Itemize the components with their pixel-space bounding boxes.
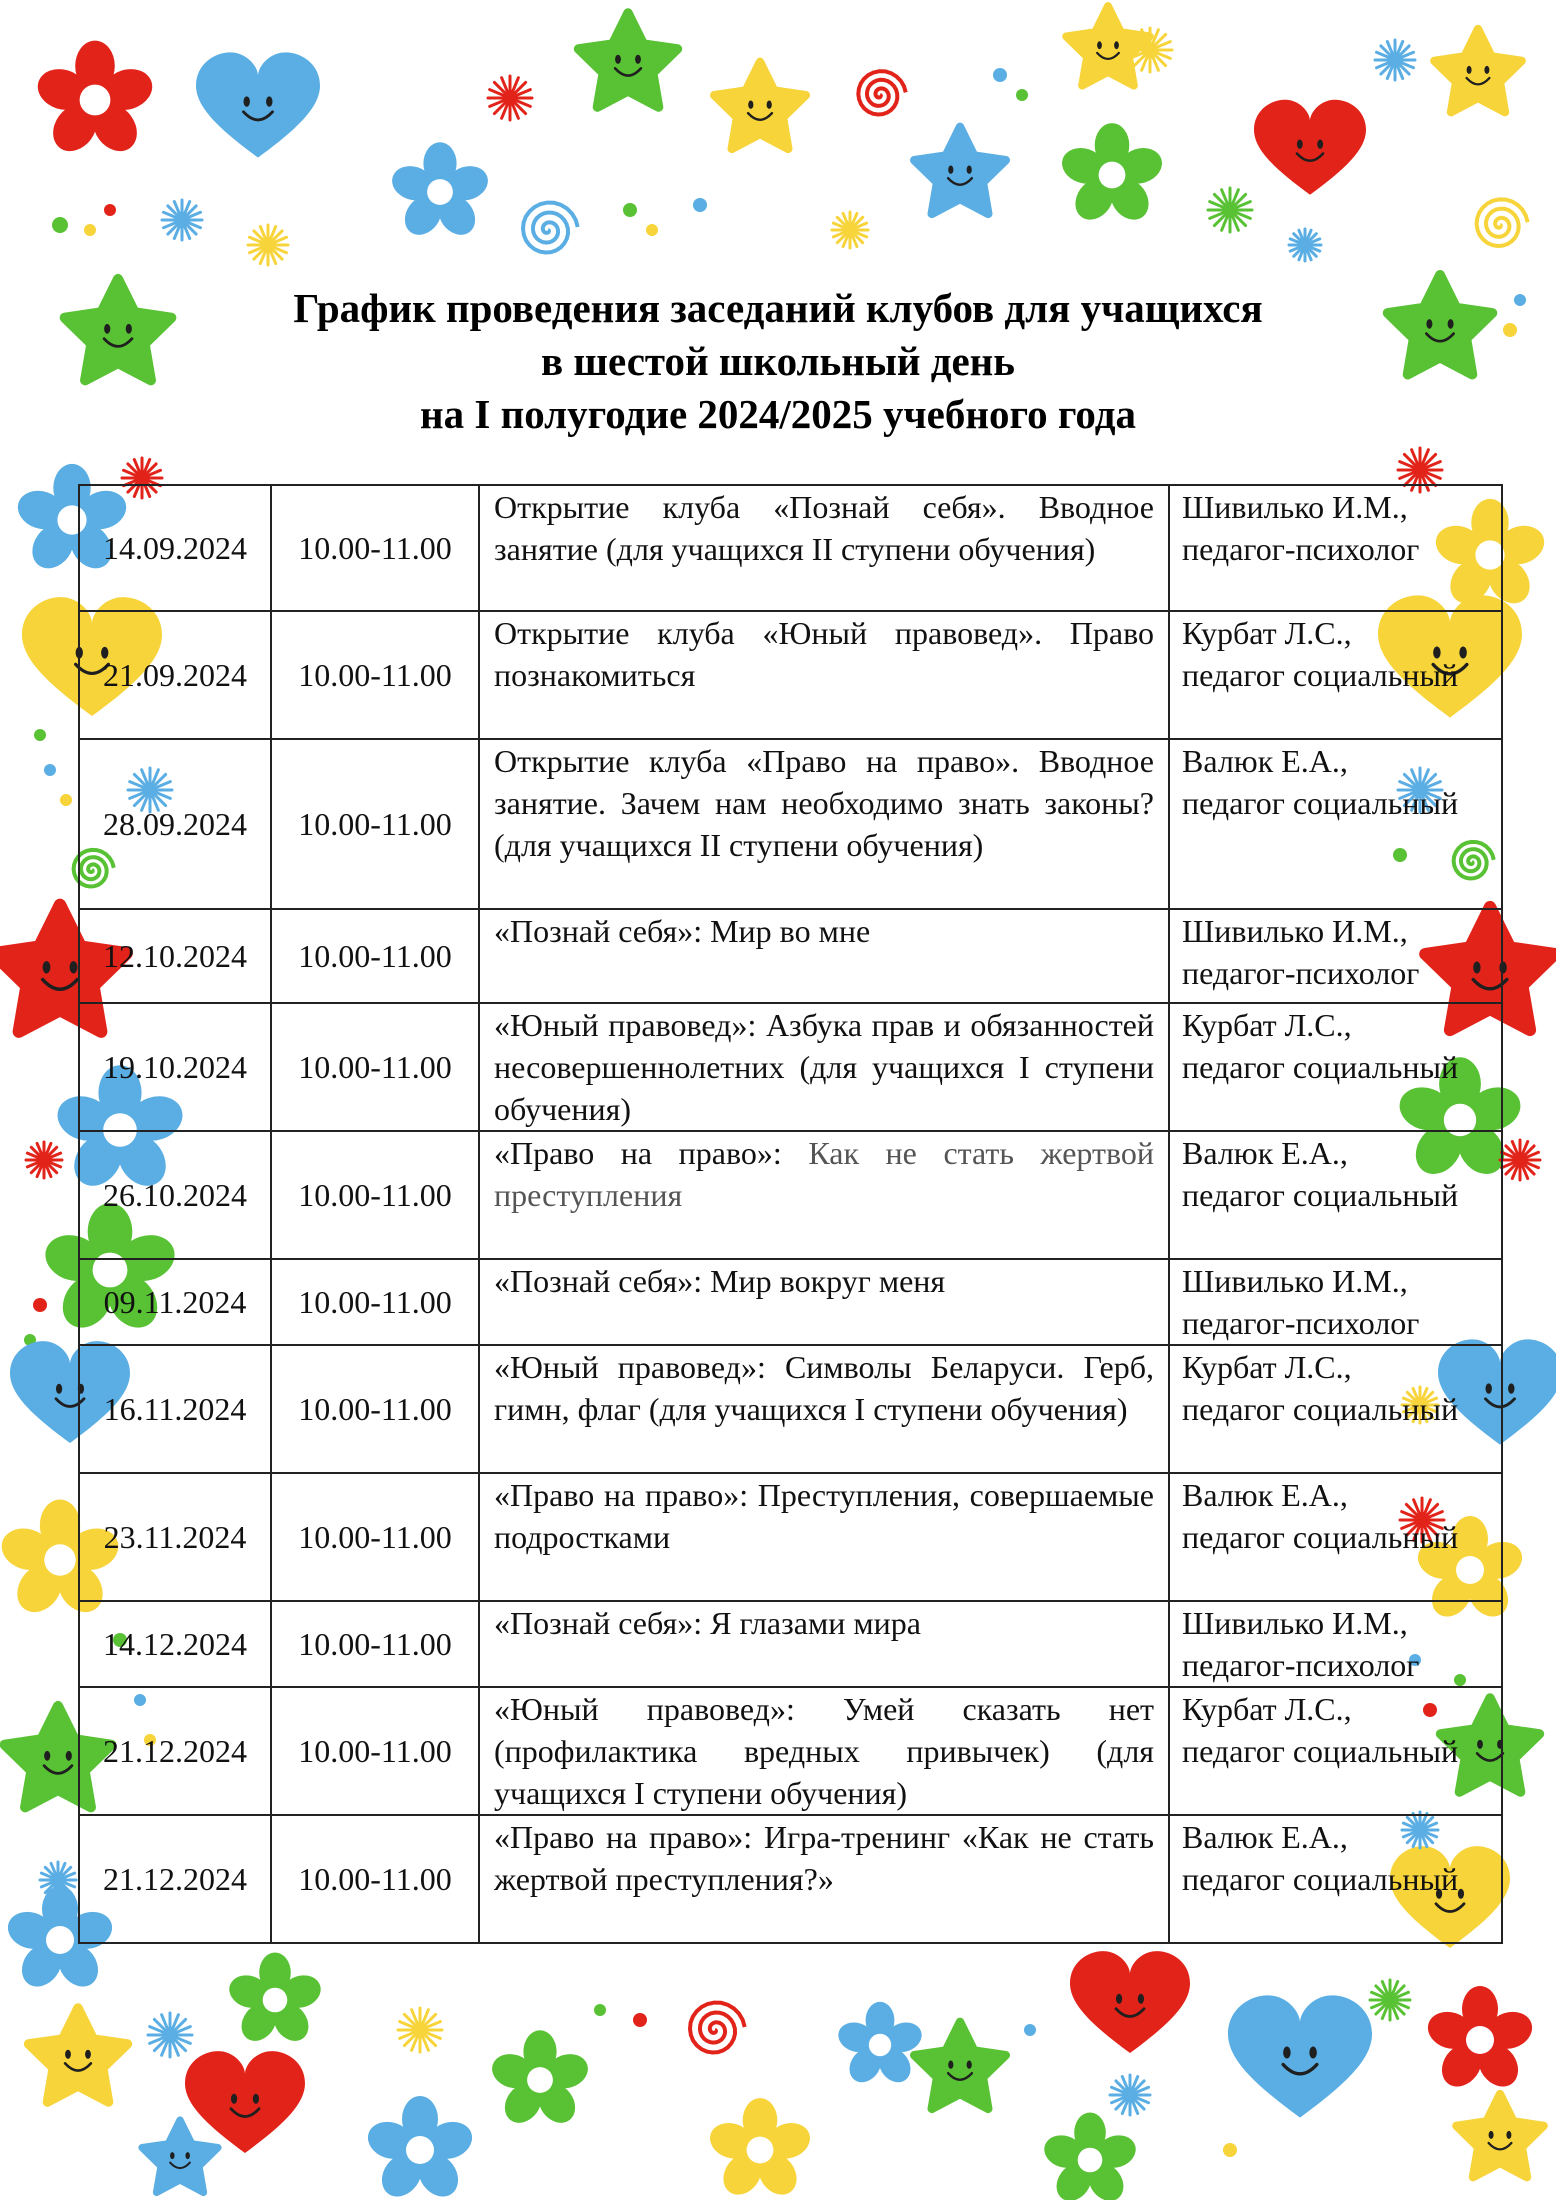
- topic-text: «Познай себя»: Я глазами мира: [494, 1605, 921, 1641]
- confetti-dot: [34, 729, 46, 741]
- sparkle-icon: [148, 2013, 192, 2057]
- schedule-row: [79, 739, 1502, 909]
- confetti-dot: [646, 224, 658, 236]
- sparkle-icon: [1128, 28, 1172, 72]
- leader-name: Курбат Л.С.,: [1182, 1007, 1352, 1043]
- session-date: 26.10.2024: [79, 1131, 271, 1259]
- leader-name: Валюк Е.А.,: [1182, 743, 1348, 779]
- leader-name: Курбат Л.С.,: [1182, 1691, 1352, 1727]
- smiling-star-icon: [1434, 29, 1521, 112]
- leader-name: Шивилько И.М.,: [1182, 489, 1408, 525]
- leader-role: педагог социальный: [1182, 1733, 1459, 1769]
- schedule-row: [79, 1003, 1502, 1131]
- session-date: 28.09.2024: [79, 739, 271, 909]
- leader-name: Валюк Е.А.,: [1182, 1135, 1348, 1171]
- flower-icon: [1057, 123, 1166, 227]
- title-line-3: на I полугодие 2024/2025 учебного года: [420, 391, 1136, 437]
- sparkle-icon: [1289, 229, 1321, 261]
- session-time: 10.00-11.00: [271, 1345, 479, 1473]
- leader-name: Шивилько И.М.,: [1182, 1605, 1408, 1641]
- schedule-row: [79, 1815, 1502, 1943]
- flower-icon: [363, 2096, 477, 2200]
- flower-icon: [705, 2098, 814, 2200]
- session-time: 10.00-11.00: [271, 485, 479, 611]
- session-date: 19.10.2024: [79, 1003, 271, 1131]
- topic-text: «Право на право»: Преступления, совершаемые подростками: [494, 1477, 1154, 1555]
- leader-role: педагог-психолог: [1182, 1305, 1420, 1341]
- smiling-star-icon: [914, 2022, 1005, 2109]
- session-date: 09.11.2024: [79, 1259, 271, 1345]
- sparkle-icon: [26, 1142, 62, 1178]
- session-leader: [1169, 739, 1502, 909]
- smiling-heart-icon: [196, 52, 320, 157]
- confetti-dot: [693, 198, 707, 212]
- confetti-dot: [33, 1298, 47, 1312]
- session-leader: [1169, 1687, 1502, 1815]
- session-date: 14.12.2024: [79, 1601, 271, 1687]
- session-time: 10.00-11.00: [271, 1131, 479, 1259]
- leader-role: педагог социальный: [1182, 1519, 1459, 1555]
- flower-icon: [488, 2030, 593, 2130]
- session-date: 23.11.2024: [79, 1473, 271, 1601]
- smiling-star-icon: [714, 62, 805, 149]
- topic-text: «Познай себя»: Мир вокруг меня: [494, 1263, 946, 1299]
- session-time: 10.00-11.00: [271, 909, 479, 1003]
- session-leader: [1169, 1003, 1502, 1131]
- flower-icon: [1423, 1986, 1537, 2094]
- leader-role: педагог социальный: [1182, 785, 1459, 821]
- leader-name: Шивилько И.М.,: [1182, 1263, 1408, 1299]
- leader-role: педагог-психолог: [1182, 1647, 1420, 1683]
- leader-role: педагог социальный: [1182, 1177, 1459, 1213]
- session-topic: [479, 1687, 1169, 1815]
- session-leader: [1169, 1601, 1502, 1687]
- topic-text: Открытие клуба «Юный правовед». Право познакомиться: [494, 615, 1154, 693]
- session-leader: [1169, 611, 1502, 739]
- leader-role: педагог социальный: [1182, 657, 1459, 693]
- session-leader: [1169, 1473, 1502, 1601]
- smiling-heart-icon: [1228, 1995, 1372, 2117]
- session-topic: [479, 1815, 1169, 1943]
- topic-text: «Юный правовед»: Азбука прав и обязанностей несовершеннолетних (для учащихся I ступени обучения): [494, 1007, 1154, 1127]
- smiling-star-icon: [914, 127, 1005, 214]
- sparkle-icon: [488, 76, 532, 120]
- schedule-row: [79, 1473, 1502, 1601]
- session-topic: [479, 485, 1169, 611]
- spiral-icon: [1477, 199, 1528, 246]
- sparkle-icon: [1370, 1980, 1410, 2020]
- session-time: 10.00-11.00: [271, 1003, 479, 1131]
- smiling-star-icon: [579, 13, 678, 107]
- sparkle-icon: [248, 225, 288, 265]
- session-topic: [479, 739, 1169, 909]
- schedule-row: [79, 1345, 1502, 1473]
- sparkle-icon: [1208, 188, 1252, 232]
- flower-icon: [834, 2002, 925, 2089]
- flower-icon: [32, 41, 157, 160]
- confetti-dot: [623, 203, 637, 217]
- confetti-dot: [104, 204, 116, 216]
- confetti-dot: [52, 217, 68, 233]
- session-time: 10.00-11.00: [271, 1687, 479, 1815]
- confetti-dot: [44, 764, 56, 776]
- session-topic: [479, 611, 1169, 739]
- leader-role: педагог социальный: [1182, 1391, 1459, 1427]
- leader-role: педагог-психолог: [1182, 955, 1420, 991]
- session-topic: [479, 1003, 1169, 1131]
- session-leader: [1169, 909, 1502, 1003]
- session-topic: [479, 1259, 1169, 1345]
- confetti-dot: [1223, 2143, 1237, 2157]
- leader-role: педагог-психолог: [1182, 531, 1420, 567]
- session-date: 14.09.2024: [79, 485, 271, 611]
- confetti-dot: [594, 2004, 606, 2016]
- session-time: 10.00-11.00: [271, 739, 479, 909]
- session-date: 12.10.2024: [79, 909, 271, 1003]
- session-leader: [1169, 1131, 1502, 1259]
- schedule-row: [79, 1601, 1502, 1687]
- flower-icon: [225, 1953, 325, 2048]
- session-time: 10.00-11.00: [271, 1601, 479, 1687]
- sparkle-icon: [1500, 1140, 1540, 1180]
- schedule-table: [78, 484, 1503, 1944]
- leader-name: Курбат Л.С.,: [1182, 615, 1352, 651]
- session-time: 10.00-11.00: [271, 1815, 479, 1943]
- session-topic: [479, 1345, 1169, 1473]
- session-topic: [479, 1473, 1169, 1601]
- smiling-star-icon: [142, 2120, 218, 2192]
- sparkle-icon: [162, 200, 202, 240]
- topic-text: Открытие клуба «Познай себя». Вводное занятие (для учащихся II ступени обучения): [494, 489, 1154, 567]
- confetti-dot: [1024, 2024, 1036, 2036]
- topic-text: «Право на право»: Игра-тренинг «Как не стать жертвой преступления?»: [494, 1819, 1154, 1897]
- session-leader: [1169, 1815, 1502, 1943]
- confetti-dot: [633, 2013, 647, 2027]
- sparkle-icon: [832, 212, 868, 248]
- confetti-dot: [993, 68, 1007, 82]
- schedule-row: [79, 1687, 1502, 1815]
- spiral-icon: [690, 2003, 745, 2053]
- topic-text: «Юный правовед»: Умей сказать нет (профилактика вредных привычек) (для учащихся I ступени обучения): [494, 1691, 1154, 1811]
- session-date: 16.11.2024: [79, 1345, 271, 1473]
- page-title: [0, 282, 1556, 441]
- leader-name: Курбат Л.С.,: [1182, 1349, 1352, 1385]
- smiling-heart-icon: [1070, 1951, 1190, 2053]
- session-leader: [1169, 1345, 1502, 1473]
- session-topic: [479, 909, 1169, 1003]
- confetti-dot: [84, 224, 96, 236]
- flower-icon: [388, 142, 493, 242]
- flower-icon: [1040, 2113, 1140, 2200]
- schedule-row: [79, 1131, 1502, 1259]
- leader-name: Валюк Е.А.,: [1182, 1819, 1348, 1855]
- topic-text: «Юный правовед»: Символы Беларуси. Герб, гимн, флаг (для учащихся I ступени обучения): [494, 1349, 1154, 1427]
- sparkle-icon: [1110, 2075, 1150, 2115]
- session-date: 21.09.2024: [79, 611, 271, 739]
- sparkle-icon: [1375, 40, 1415, 80]
- topic-text-extra: Как не стать жертвой преступления: [494, 1135, 1155, 1213]
- title-line-1: График проведения заседаний клубов для учащихся: [293, 285, 1263, 331]
- schedule-row: [79, 909, 1502, 1003]
- session-leader: [1169, 1259, 1502, 1345]
- session-topic: [479, 1131, 1169, 1259]
- session-time: 10.00-11.00: [271, 1473, 479, 1601]
- leader-name: Валюк Е.А.,: [1182, 1477, 1348, 1513]
- topic-text: «Познай себя»: Мир во мне: [494, 913, 871, 949]
- session-leader: [1169, 485, 1502, 611]
- leader-name: Шивилько И.М.,: [1182, 913, 1408, 949]
- leader-role: педагог социальный: [1182, 1861, 1459, 1897]
- session-date: 21.12.2024: [79, 1815, 271, 1943]
- confetti-dot: [60, 794, 72, 806]
- spiral-icon: [523, 203, 578, 253]
- session-time: 10.00-11.00: [271, 1259, 479, 1345]
- smiling-heart-icon: [1254, 100, 1366, 195]
- leader-role: педагог социальный: [1182, 1049, 1459, 1085]
- smiling-star-icon: [29, 2008, 128, 2102]
- topic-text: Открытие клуба «Право на право». Вводное занятие. Зачем нам необходимо знать законы? (для учащихся II ступени обучения): [494, 743, 1154, 863]
- sparkle-icon: [398, 2008, 442, 2052]
- schedule-row: [79, 611, 1502, 739]
- session-date: 21.12.2024: [79, 1687, 271, 1815]
- topic-text: «Право на право»:: [494, 1135, 809, 1171]
- spiral-icon: [858, 71, 905, 114]
- smiling-star-icon: [1456, 2094, 1543, 2177]
- session-time: 10.00-11.00: [271, 611, 479, 739]
- session-topic: [479, 1601, 1169, 1687]
- title-line-2: в шестой школьный день: [541, 338, 1015, 384]
- smiling-heart-icon: [185, 2051, 305, 2153]
- confetti-dot: [1016, 89, 1028, 101]
- schedule-row: [79, 1259, 1502, 1345]
- schedule-row: [79, 485, 1502, 611]
